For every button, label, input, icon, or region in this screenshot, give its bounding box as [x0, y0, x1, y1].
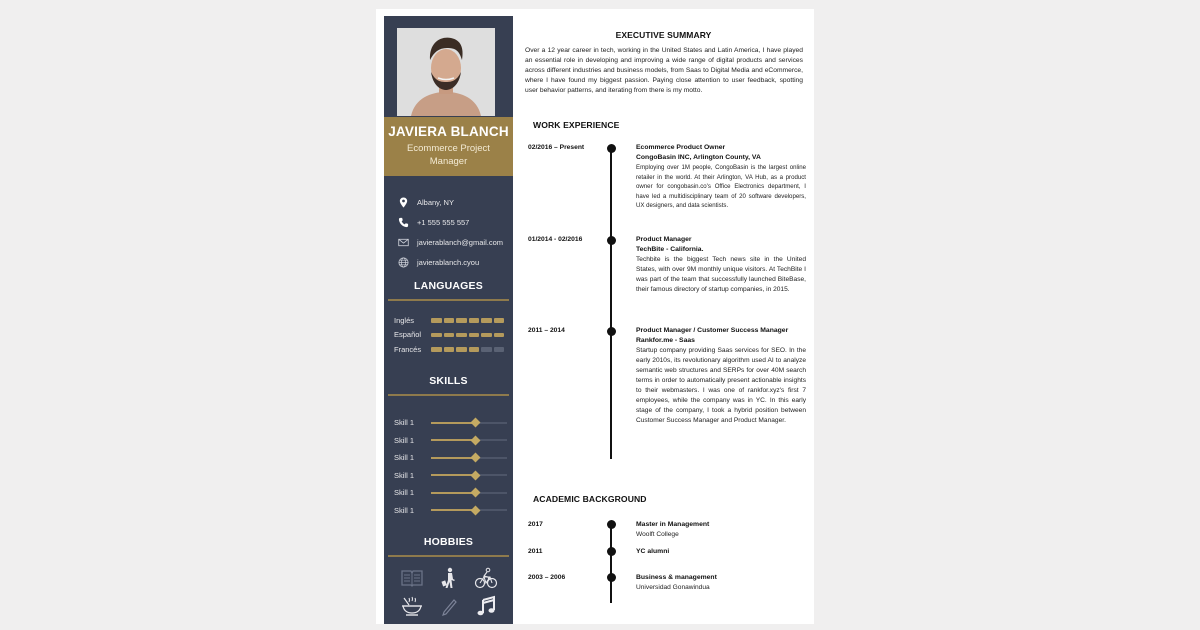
education-institution: Universidad Gonawindua — [636, 584, 710, 591]
job-company: TechBite - California. — [636, 246, 704, 253]
job-date: 02/2016 – Present — [528, 144, 585, 151]
hobbies-divider — [388, 555, 509, 557]
academic-timeline-line — [610, 523, 612, 603]
contact-website[interactable] — [384, 252, 513, 272]
skill-row — [384, 502, 513, 520]
education-date: 2011 — [528, 548, 543, 555]
language-level-meter — [431, 318, 504, 323]
language-row — [384, 328, 513, 343]
language-level-meter — [431, 333, 504, 338]
languages-divider — [388, 299, 509, 301]
skill-level-fill — [431, 439, 475, 441]
skill-level-fill — [431, 474, 475, 476]
skill-level-fill — [431, 422, 475, 424]
level-segment-filled — [494, 333, 505, 338]
level-segment-filled — [456, 333, 467, 338]
skill-row — [384, 414, 513, 432]
work-experience-heading: WORK EXPERIENCE — [533, 120, 620, 130]
profile-photo — [397, 28, 495, 116]
job-title: Ecommerce Product Owner — [636, 144, 726, 151]
level-segment-filled — [469, 318, 480, 323]
job-description: Employing over 1M people, CongoBasin is the largest online retailer in the world. At their Arlington, VA Hub, as a product owner for congobasin.co's Office Electronics department, I have led a multidisciplinary team of 20 software developers, UX designers, and data scientists. — [636, 164, 806, 210]
timeline-marker — [607, 236, 616, 245]
hiking-icon — [431, 566, 468, 590]
skill-level-knob — [470, 470, 480, 480]
phone-icon — [397, 216, 409, 228]
job-entry — [636, 143, 806, 211]
language-level-meter — [431, 347, 504, 352]
languages-heading: LANGUAGES — [414, 280, 483, 292]
level-segment-filled — [456, 347, 467, 352]
resume-page — [376, 9, 814, 624]
skill-level-slider — [431, 509, 507, 511]
skill-level-knob — [470, 418, 480, 428]
timeline-marker — [607, 573, 616, 582]
skill-name: Skill 1 — [394, 453, 415, 463]
level-segment-filled — [444, 318, 455, 323]
contact-location — [384, 192, 513, 212]
candidate-role: Ecommerce Project Manager — [407, 143, 490, 167]
level-segment-filled — [431, 318, 442, 323]
skill-level-slider — [431, 474, 507, 476]
skill-name: Skill 1 — [394, 435, 415, 445]
contact-location-text: Albany, NY — [417, 197, 454, 207]
profile-photo-illustration — [397, 28, 495, 116]
skill-level-fill — [431, 509, 475, 511]
timeline-marker — [607, 144, 616, 153]
level-segment-filled — [494, 318, 505, 323]
education-title: YC alumni — [636, 548, 670, 555]
timeline-marker — [607, 547, 616, 556]
job-entry — [636, 326, 806, 426]
level-segment-filled — [444, 347, 455, 352]
timeline-marker — [607, 520, 616, 529]
education-date: 2003 – 2006 — [528, 574, 566, 581]
book-icon — [394, 566, 431, 590]
education-institution: Woolft College — [636, 531, 679, 538]
name-banner — [384, 117, 513, 176]
skill-row — [384, 449, 513, 467]
contact-website-text[interactable]: javierablanch.cyou — [417, 257, 480, 267]
job-company: Rankfor.me - Saas — [636, 337, 695, 344]
skill-name: Skill 1 — [394, 418, 415, 428]
job-company: CongoBasin INC, Arlington County, VA — [636, 154, 761, 161]
language-row — [384, 342, 513, 357]
job-date: 01/2014 - 02/2016 — [528, 236, 583, 243]
level-segment-filled — [431, 333, 442, 338]
skill-row — [384, 467, 513, 485]
skill-level-fill — [431, 457, 475, 459]
timeline-marker — [607, 327, 616, 336]
skills-divider — [388, 394, 509, 396]
executive-summary-text: Over a 12 year career in tech, working in the United States and Latin America, I have played an essential role in developing and improving a wide range of digital products and services across different industries and business models, from Saas to Digital Media and eCommerce, where I have found my biggest passion. Paying close attention to user feedback, spotting user behavior patterns, and iterating from there is my motto. — [525, 47, 803, 94]
skill-level-fill — [431, 492, 475, 494]
level-segment-filled — [431, 347, 442, 352]
skill-level-knob — [470, 488, 480, 498]
music-note-icon — [467, 594, 504, 618]
main-content — [513, 9, 814, 624]
skills-list — [384, 414, 513, 519]
hobbies-heading: HOBBIES — [423, 536, 474, 548]
job-description: Techbite is the biggest Tech news site in the United States, with over 9M monthly unique visitors. At TechBite I was part of the team that successfully launched BiteBase, their famous directory of startup companies, in 2015. — [636, 256, 806, 293]
language-row — [384, 313, 513, 328]
languages-list — [384, 313, 513, 357]
academic-background-heading: ACADEMIC BACKGROUND — [533, 494, 647, 504]
skill-level-knob — [470, 453, 480, 463]
contact-phone — [384, 212, 513, 232]
level-segment-filled — [456, 318, 467, 323]
skill-level-slider — [431, 492, 507, 494]
executive-summary-heading: EXECUTIVE SUMMARY — [615, 30, 712, 40]
language-name: Francés — [394, 344, 422, 354]
language-name: Inglés — [394, 315, 415, 325]
level-segment-filled — [481, 318, 492, 323]
level-segment-filled — [444, 333, 455, 338]
work-timeline-line — [610, 148, 612, 459]
education-entry — [636, 520, 806, 540]
job-title: Product Manager / Customer Success Manager — [636, 327, 789, 334]
contact-phone-text: +1 555 555 557 — [417, 217, 470, 227]
skill-row — [384, 432, 513, 450]
envelope-icon — [397, 236, 409, 248]
level-segment-empty — [494, 347, 505, 352]
skill-level-slider — [431, 422, 507, 424]
contact-list — [384, 192, 513, 272]
education-title: Business & management — [636, 574, 717, 581]
education-title: Master in Management — [636, 521, 710, 528]
level-segment-empty — [481, 347, 492, 352]
skill-level-knob — [470, 505, 480, 515]
skill-name: Skill 1 — [394, 488, 415, 498]
hobbies-grid — [394, 566, 504, 618]
pencil-icon — [431, 594, 468, 618]
education-entry — [636, 573, 806, 593]
location-pin-icon — [397, 196, 409, 208]
job-entry — [636, 235, 806, 295]
skill-name: Skill 1 — [394, 505, 415, 515]
cycling-icon — [467, 566, 504, 590]
skill-level-slider — [431, 457, 507, 459]
globe-icon — [397, 256, 409, 268]
level-segment-filled — [469, 347, 480, 352]
level-segment-filled — [481, 333, 492, 338]
skill-level-knob — [470, 435, 480, 445]
skill-name: Skill 1 — [394, 470, 415, 480]
education-date: 2017 — [528, 521, 543, 528]
job-title: Product Manager — [636, 236, 692, 243]
education-entry — [636, 547, 806, 557]
cooking-pot-icon — [394, 594, 431, 618]
candidate-name: JAVIERA BLANCH — [388, 124, 509, 139]
sidebar — [384, 16, 513, 624]
contact-email[interactable] — [384, 232, 513, 252]
contact-email-text[interactable]: javierablanch@gmail.com — [417, 237, 503, 247]
skill-row — [384, 484, 513, 502]
skill-level-slider — [431, 439, 507, 441]
job-description: Startup company providing Saas services for SEO. In the early 2010s, its revolutionary algorithm used AI to analyze semantic web structures and SERPs for over 40M search terms in order to automatically present actionable insights to their webmasters. I was one of rankfor.xyz's first 7 employees, while the company was in YC. In this early stage of the company, I took a hybrid position between Customer Success Manager and Product Manager. — [636, 347, 806, 424]
job-date: 2011 – 2014 — [528, 327, 565, 334]
skills-heading: SKILLS — [429, 375, 468, 387]
language-name: Español — [394, 330, 422, 340]
level-segment-filled — [469, 333, 480, 338]
